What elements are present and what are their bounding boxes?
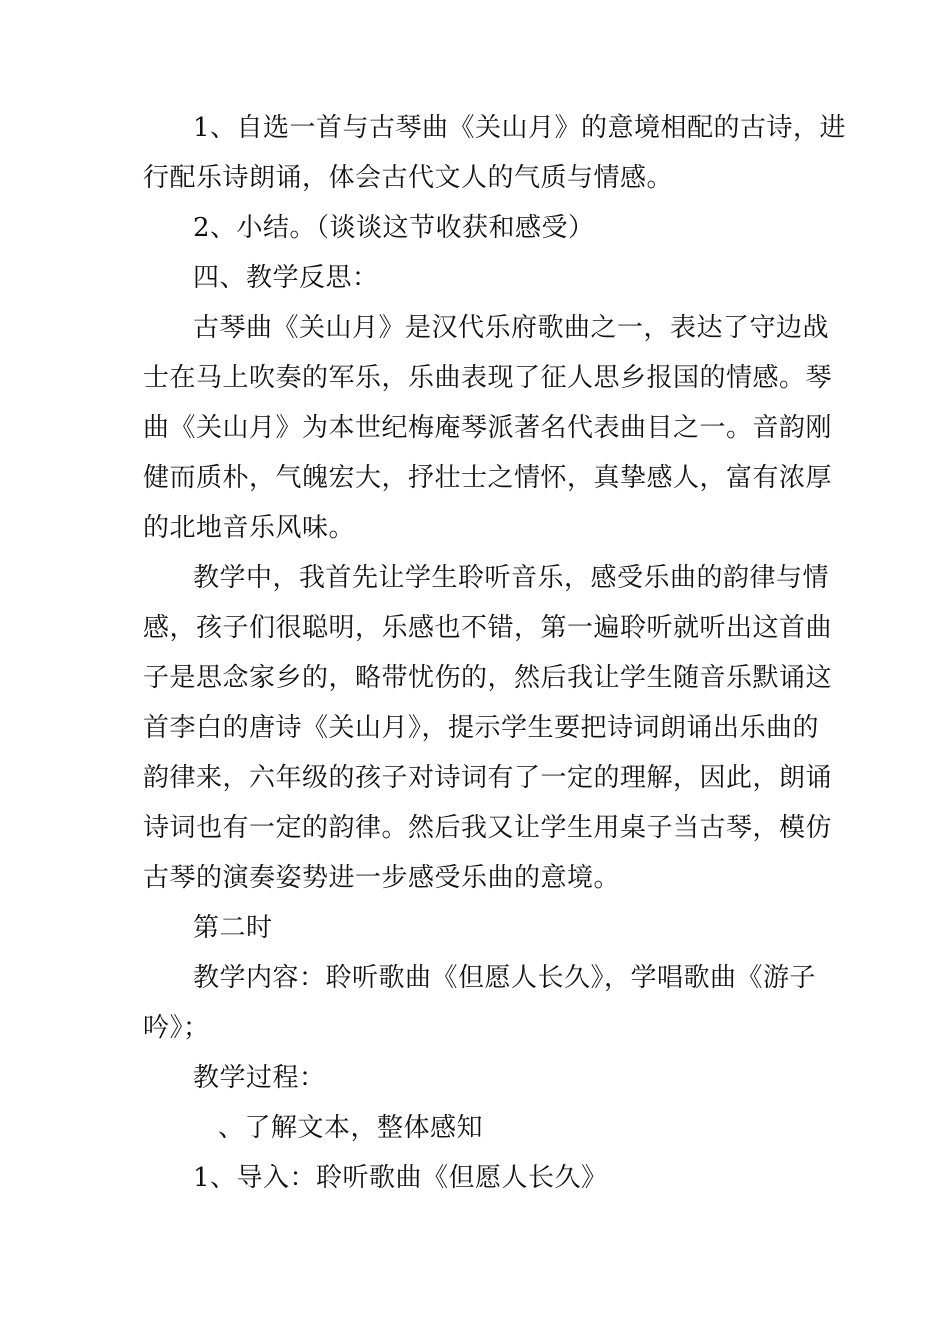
paragraph-line: 韵律来，六年级的孩子对诗词有了一定的理解，因此，朗诵 — [143, 763, 833, 793]
paragraph-line: 吟》； — [143, 1013, 210, 1043]
paragraph-line: 感，孩子们很聪明，乐感也不错，第一遍聆听就听出这首曲 — [143, 613, 833, 643]
paragraph-line: 教学中，我首先让学生聆听音乐，感受乐曲的韵律与情 — [193, 563, 830, 593]
paragraph-line: 诗词也有一定的韵律。然后我又让学生用桌子当古琴，模仿 — [143, 813, 833, 843]
paragraph-line: 的北地音乐风味。 — [143, 513, 356, 543]
section-heading: 第二时 — [193, 913, 273, 943]
paragraph-line: 古琴曲《关山月》是汉代乐府歌曲之一，表达了守边战 — [193, 313, 830, 343]
paragraph-line: 行配乐诗朗诵，体会古代文人的气质与情感。 — [143, 163, 674, 193]
paragraph-line: 2、小结。（谈谈这节收获和感受） — [193, 213, 595, 243]
paragraph-line: 1、导入：聆听歌曲《但愿人长久》 — [193, 1163, 608, 1193]
paragraph-line: 教学过程： — [193, 1063, 326, 1093]
paragraph-line: 、了解文本，整体感知 — [218, 1113, 484, 1143]
paragraph-line: 教学内容：聆听歌曲《但愿人长久》，学唱歌曲《游子 — [193, 963, 817, 993]
paragraph-line: 子是思念家乡的，略带忧伤的，然后我让学生随音乐默诵这 — [143, 663, 833, 693]
paragraph-line: 健而质朴，气魄宏大，抒壮士之情怀，真挚感人，富有浓厚 — [143, 463, 833, 493]
paragraph-line: 曲《关山月》为本世纪梅庵琴派著名代表曲目之一。音韵刚 — [143, 413, 833, 443]
paragraph-line: 1、自选一首与古琴曲《关山月》的意境相配的古诗，进 — [193, 113, 847, 143]
paragraph-line: 首李白的唐诗《关山月》，提示学生要把诗词朗诵出乐曲的 — [143, 713, 820, 743]
paragraph-line: 士在马上吹奏的军乐，乐曲表现了征人思乡报国的情感。琴 — [143, 363, 833, 393]
section-heading: 四、教学反思： — [193, 263, 379, 293]
paragraph-line: 古琴的演奏姿势进一步感受乐曲的意境。 — [143, 863, 621, 893]
